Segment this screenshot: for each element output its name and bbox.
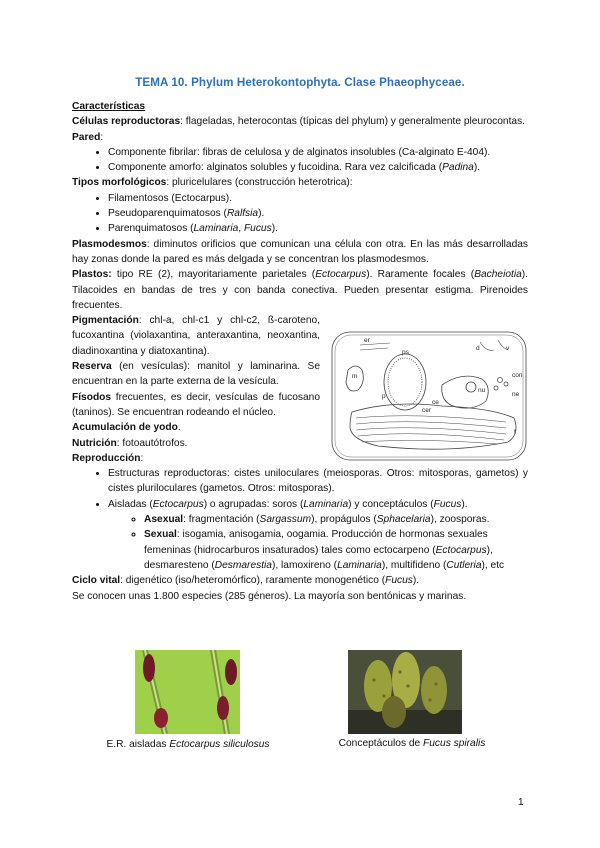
genus-name: Ectocarpus [152, 498, 204, 510]
plasmodesmos-text: : diminutos orificios que comunican una célula con otra. En las más desarrolladas hay zonas donde la pared es más delgada y se concentran los plasmodesmos. [72, 238, 528, 265]
nutricion-text: : fotoautótrofos. [116, 437, 188, 449]
yodo-paragraph [72, 420, 320, 435]
plastos-paragraph [72, 267, 528, 313]
celulas-paragraph [72, 114, 528, 129]
ciclo-text: : digenético (iso/heteromórfico), raramente monogenético ( [120, 575, 386, 587]
sexual-label: Sexual [144, 529, 177, 541]
section-heading: Características [72, 101, 146, 112]
plastos-label: Plastos: [72, 269, 112, 281]
nutricion-paragraph [72, 436, 320, 451]
figure-label: er [364, 337, 370, 344]
figure-label: ne [512, 391, 520, 398]
genus-name: Laminaria [337, 559, 382, 571]
list-item-text: ), etc [481, 559, 505, 571]
tipos-label: Tipos morfológicos [72, 177, 167, 189]
genus-name: Fucus [385, 575, 413, 587]
figure-label: ps [402, 349, 409, 356]
list-item [108, 221, 528, 236]
pyrenoid-body [384, 354, 426, 410]
list-item-text: Estructuras reproductoras: cistes uniloculares (meiosporas. Otros: mitosporas, gametos) y cistes pluriloculares (gametos. Otros: mitosporas). [108, 468, 528, 495]
figure-label: v [506, 345, 510, 352]
list-item [108, 206, 528, 221]
list-item-text: ). [473, 162, 481, 174]
plasmodesmos-label: Plasmodesmos [72, 238, 147, 250]
list-item-text: Componente fibrilar: fibras de celulosa y de alginatos insolubles (Ca-alginato E-404). [108, 146, 491, 158]
pigmentacion-paragraph [72, 313, 320, 359]
reproduccion-colon: : [140, 452, 144, 464]
fucus-photo [348, 650, 462, 734]
pigmentacion-label: Pigmentación [72, 315, 139, 327]
asexual-label: Asexual [144, 514, 184, 526]
genus-name: Sargassum [259, 514, 312, 526]
list-item-text: Aisladas ( [108, 498, 153, 510]
page-number: 1 [518, 797, 524, 808]
reserva-text: (en vesículas): manitol y laminarina. Se encuentran en la parte externa de la vesícula. [72, 361, 320, 388]
cell-diagram [330, 330, 530, 464]
list-item-text: ), zoosporas. [430, 514, 490, 526]
genus-name: Laminaria [303, 498, 349, 510]
plasmodesmos-paragraph [72, 237, 528, 268]
pared-label: Pared [72, 131, 101, 143]
reproduccion-sublist [108, 512, 528, 573]
figure-label: cer [422, 407, 432, 414]
genus-name: Bacheiotia [474, 269, 522, 281]
list-item [108, 466, 528, 497]
figure-label: f [514, 429, 516, 436]
genus-name: Laminaria [193, 223, 239, 235]
wrapped-block [72, 313, 320, 451]
plastos-text: tipo RE (2), mayoritariamente parietales ( [111, 269, 316, 281]
figure-label: con [512, 372, 523, 379]
tipos-text: : pluricelulares (construcción heterotrica): [166, 177, 353, 189]
list-item-text: Pseudoparenquimatosos ( [108, 208, 227, 220]
list-item-text: ). [258, 208, 265, 220]
caption-ectocarpus [88, 739, 288, 750]
celulas-text: : flageladas, heterocontas (típicas del phylum) y generalmente pleurocontas. [180, 116, 526, 128]
pigmentacion-text: : chl-a, chl-c1 y chl-c2, ß-caroteno, fucoxantina (violaxantina, anteraxantina, neoxantina, diadinoxantina y diatoxantina). [72, 315, 320, 357]
pared-colon: : [100, 131, 104, 143]
genus-name: Padina [442, 162, 474, 174]
list-item-text: : fragmentación ( [183, 514, 260, 526]
figure-label: m [352, 373, 358, 380]
ectocarpus-photo [135, 650, 240, 734]
genus-name: Ectocarpus [435, 544, 487, 556]
cell-wall [332, 332, 526, 460]
genus-name: Fucus spiralis [423, 738, 486, 749]
ciclo-label: Ciclo vital [72, 575, 121, 587]
especies-paragraph: Se conocen unas 1.800 especies (285 géneros). La mayoría son bentónicas y marinas. [72, 590, 467, 602]
caption-text: E.R. aisladas [106, 739, 170, 750]
caption-text: Conceptáculos de [338, 738, 424, 749]
fisodos-label: Físodos [72, 391, 112, 403]
list-item-text: : isogamia, anisogamia, oogamia. Producción de hormonas sexuales femeninas (hidrocarburos insaturados) tales como ectocarpeno ( [144, 529, 488, 556]
list-item [108, 497, 528, 573]
fisodos-paragraph [72, 390, 320, 421]
yodo-label: Acumulación de yodo [72, 422, 178, 434]
genus-name: Cutleria [446, 559, 482, 571]
list-item-text: , [238, 223, 244, 235]
list-item-text: ). [271, 223, 278, 235]
list-item [108, 145, 528, 160]
yodo-text: . [177, 422, 181, 434]
nutricion-label: Nutrición [72, 437, 117, 449]
reproduccion-list [72, 466, 528, 573]
genus-name: Sphacelaria [376, 514, 431, 526]
fisodos-text: frecuentes, es decir, vesículas de fucosano (taninos). Se encuentran rodeando el núcleo. [72, 391, 320, 418]
list-item [144, 527, 528, 573]
reproduccion-label: Reproducción [72, 452, 141, 464]
plastos-text: ). Raramente focales ( [366, 269, 475, 281]
genus-name: Ectocarpus [315, 269, 367, 281]
plastos-text: ). Tilacoides en bandas de tres y con banda conectiva. Pueden presentar estigma. Pirenoides frecuentes. [72, 269, 529, 311]
list-item [144, 512, 528, 527]
list-item-text: ) y conceptáculos ( [348, 498, 434, 510]
figure-label: d [476, 345, 480, 352]
caption-fucus [322, 738, 502, 749]
reserva-label: Reserva [72, 361, 112, 373]
reserva-paragraph [72, 359, 320, 390]
pared-list [72, 145, 528, 176]
genus-name: Ralfsia [226, 208, 259, 220]
genus-name: Fucus [433, 498, 462, 510]
figure-label: nu [478, 387, 486, 394]
ciclo-text: ). [412, 575, 420, 587]
page-title: TEMA 10. Phylum Heterokontophyta. Clase Phaeophyceae. [135, 76, 465, 89]
figure-label: p [382, 393, 386, 400]
list-item-text: ), multifideno ( [381, 559, 447, 571]
genus-name: Desmarestia [214, 559, 272, 571]
pared-paragraph [72, 130, 528, 145]
list-item-text: ), propágulos ( [311, 514, 377, 526]
list-item-text: Parenquimatosos ( [108, 223, 194, 235]
list-item-text: ). [461, 498, 468, 510]
list-item [108, 160, 528, 175]
list-item-text: ), desmaresteno ( [144, 544, 493, 571]
list-item-text: Componente amorfo: alginatos solubles y fucoidina. Rara vez calcificada ( [108, 162, 443, 174]
ciclo-paragraph [72, 573, 528, 588]
list-item-text: Filamentosos (Ectocarpus). [108, 192, 232, 204]
genus-name: Fucus [243, 223, 272, 235]
celulas-label: Células reproductoras [72, 116, 181, 128]
list-item-text: ), lamoxireno ( [271, 559, 338, 571]
list-item-text: ) o agrupadas: soros ( [203, 498, 304, 510]
tipos-list [72, 191, 528, 237]
genus-name: Ectocarpus siliculosus [169, 739, 270, 750]
figure-label: ce [432, 399, 439, 406]
list-item [108, 191, 528, 206]
tipos-paragraph [72, 175, 528, 190]
